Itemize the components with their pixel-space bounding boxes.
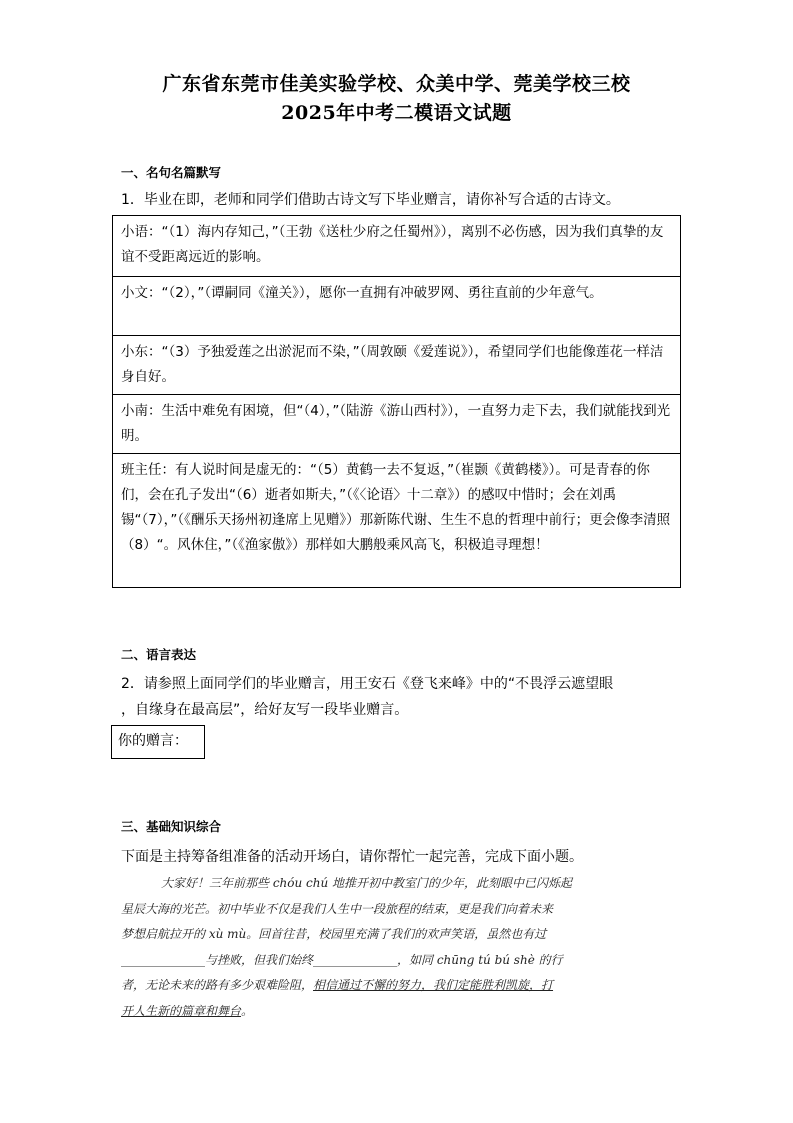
passage-period: 。 (241, 1004, 254, 1018)
section3-heading: 三、基础知识综合 (121, 819, 222, 834)
question-2-line2: ，自缘身在最高层”，给好友写一段毕业赠言。 (121, 702, 409, 718)
table-row: 小东：“（3）予独爱莲之出淤泥而不染，”（周敦颐《爱莲说》），希望同学们也能像莲花一样洁身自好。 (113, 336, 680, 395)
question-2-line1: 2．请参照上面同学们的毕业赠言，用王安石《登飞来峰》中的“不畏浮云遮望眼 (121, 676, 614, 692)
question-1: 1．毕业在即，老师和同学们借助古诗文写下毕业赠言，请你补写合适的古诗文。 (121, 192, 620, 208)
underlined-sentence: 相信通过不懈的努力，我们定能胜利凯旋，打 (313, 978, 554, 992)
passage-line (121, 972, 673, 998)
passage-line: ______________与挫败，但我们始终______________，如同 chūng tú bú shè 的行 (121, 953, 563, 967)
table-row: 小语：“（1）海内存知己，”（王勃《送杜少府之任蜀州》），离别不必伤感，因为我们真挚的友谊不受距离远近的影响。 (113, 216, 680, 277)
page-title-line2: 2025年中考二模语文试题 (281, 102, 512, 124)
passage-line: 星辰大海的光芒。初中毕业不仅是我们人生中一段旅程的结束，更是我们向着未来 (121, 902, 554, 916)
answer-box[interactable] (111, 725, 205, 759)
passage-line (121, 998, 673, 1024)
answer-label: 你的赠言： (118, 733, 188, 749)
section1-heading: 一、名句名篇默写 (121, 165, 222, 180)
section3-intro: 下面是主持筹备组准备的活动开场白，请你帮忙一起完善，完成下面小题。 (121, 849, 583, 865)
page-title-line1: 广东省东莞市佳美实验学校、众美中学、莞美学校三校 (162, 73, 631, 95)
section2-heading: 二、语言表达 (121, 647, 197, 662)
passage-line: 大家好！三年前那些 chóu chú 地推开初中教室门的少年，此刻眼中已闪烁起 (161, 876, 573, 890)
table-row: 小南：生活中难免有困境，但“（4），”（陆游《游山西村》），一直努力走下去，我们就能找到光明。 (113, 395, 680, 454)
passage-text: 者，无论未来的路有多少艰难险阻， (121, 978, 314, 992)
table-row: 班主任：有人说时间是虚无的：“（5）黄鹤一去不复返，”（崔颢《黄鹤楼》）。可是青春的你们，会在孔子发出“（6）逝者如斯夫，”（《〈论语〉十二章》）的感叹中惜时；会在刘禹锡“（7），”（《酬乐天扬州初逢席上见赠》）那新陈代谢、生生不息的哲理中前行；更会像李清照（8）“。风休住，”（《渔家傲》）那样如大鹏般乘风高飞，积极追寻理想！ (121, 462, 671, 553)
answer-table (112, 215, 681, 588)
table-row: 小文：“（2），”（谭嗣同《潼关》），愿你一直拥有冲破罗网、勇往直前的少年意气。 (113, 277, 680, 336)
passage-line: 梦想启航拉开的 xù mù。回首往昔，校园里充满了我们的欢声笑语，虽然也有过 (121, 927, 547, 941)
underlined-sentence-end: 开人生新的篇章和舞台 (121, 1004, 242, 1018)
